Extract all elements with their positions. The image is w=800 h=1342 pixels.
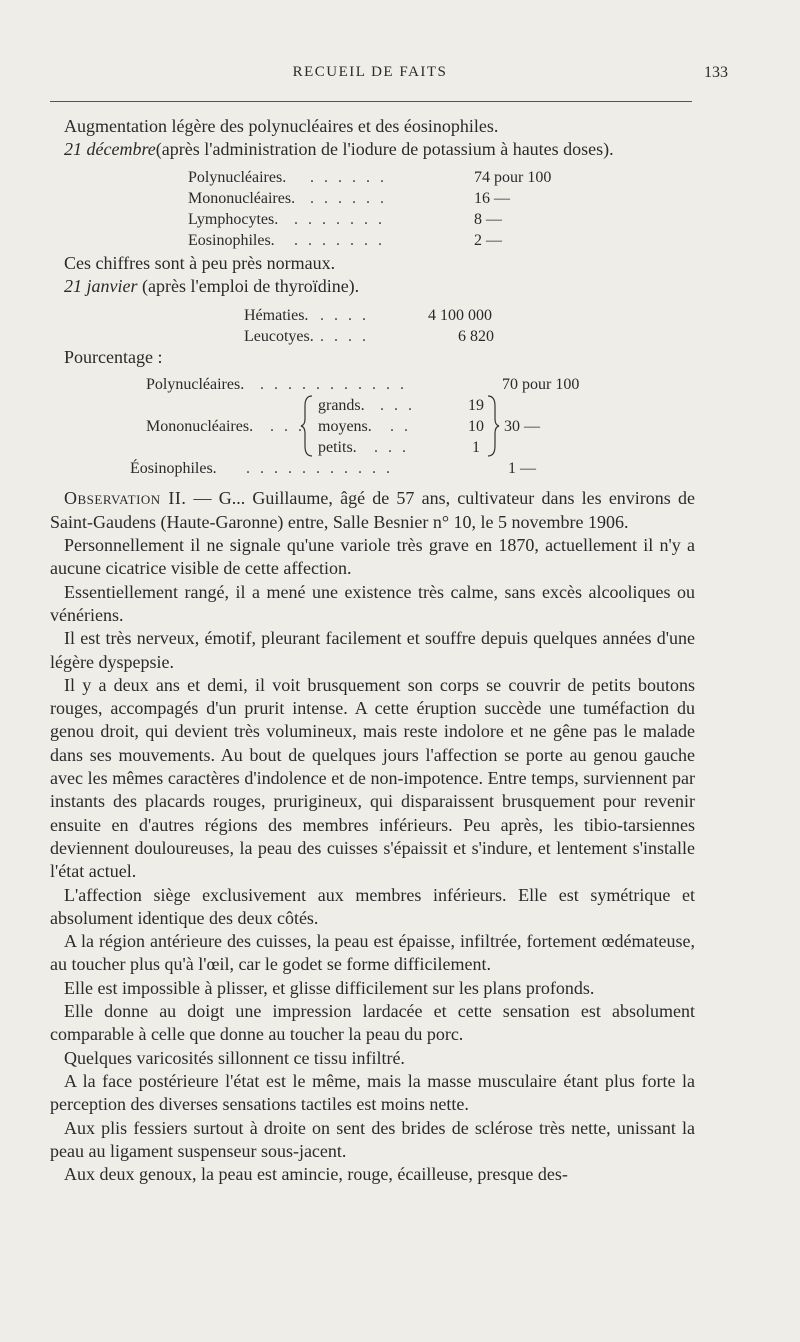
date-text: 21 janvier <box>64 275 138 296</box>
percentage-table <box>50 373 695 479</box>
table-dots: . . . . . . . . . . . <box>246 460 393 478</box>
right-brace-icon <box>486 394 500 458</box>
table-label: Eosinophiles. <box>188 231 275 249</box>
table-value: 4 100 000 <box>428 307 492 325</box>
paragraph: Il y a deux ans et demi, il voit brusquement son corps se couvrir de petits boutons rouges, accompagés d'un prurit intense. A cette éruption succède une tuméfaction du genou droit, qui devient très volumineux, mais reste indolore et ne gêne pas le malade dans ses mouvements. Au bout de quelques jours l'affection se porte au genou gauche avec les mêmes caractères d'indolence et de non-impotence. Entre temps, surviennent par instants des placards rouges, prurigineux, qui disparaissent brusquement pour revenir ensuite en d'autres régions des membres inférieurs. Peu après, les tibio-tarsiennes deviennent douloureuses, la peau des cuisses s'épaissit et s'indure, et lentement s'installe l'état actuel. <box>50 674 695 882</box>
table-label: Polynucléaires. <box>188 168 287 186</box>
table-label: Mononucléaires. <box>188 189 296 207</box>
table-sublabel: grands. <box>318 397 365 415</box>
table-dots: . . . <box>380 397 415 415</box>
table-row <box>50 187 695 208</box>
table-dots: . . <box>390 418 411 436</box>
table-value: 8 — <box>474 210 502 228</box>
paragraph: A la face postérieure l'état est le même, mais la masse musculaire étant plus forte la perception des diverses sensations tactiles est moins nette. <box>50 1070 695 1115</box>
paragraph: Quelques varicosités sillonnent ce tissu infiltré. <box>64 1047 405 1068</box>
table-sublabel: petits. <box>318 439 357 457</box>
observation-title: Observation II. <box>64 488 187 509</box>
table-dots: . . . . <box>320 328 369 346</box>
date-text: 21 décembre <box>64 139 156 160</box>
table-row <box>50 394 695 415</box>
table-value: 19 <box>468 397 484 415</box>
table-dots: . . . <box>270 418 305 436</box>
table-dots: . . . . . . <box>310 168 387 186</box>
paragraph: A la région antérieure des cuisses, la peau est épaisse, infiltrée, fortement œdémateuse, au toucher plus qu'à l'œil, car le godet se forme difficilement. <box>50 931 695 975</box>
observation-text: — G... Guillaume, âgé de 57 ans, cultivateur dans les environs de Saint-Gaudens (Haute-Garonne) entre, Salle Besnier n° 10, le 5 novembre 1906. <box>50 488 695 532</box>
running-title: RECUEIL DE FAITS <box>292 64 448 80</box>
paragraph: Essentiellement rangé, il a mené une existence très calme, sans excès alcooliques ou vénériens. <box>50 581 695 625</box>
table-value: 1 <box>472 439 480 457</box>
paragraph-date <box>50 275 695 298</box>
paragraph-date <box>50 138 695 161</box>
table-label: Polynucléaires. <box>146 376 245 394</box>
table-sublabel: moyens. <box>318 418 372 436</box>
table-label: Leucotyes. <box>244 328 314 346</box>
table-label: Éosinophiles. <box>130 460 217 478</box>
paragraph: Elle est impossible à plisser, et glisse difficilement sur les plans profonds. <box>64 977 595 998</box>
page-header <box>50 64 728 88</box>
table-label: Mononucléaires. <box>146 418 254 436</box>
paragraph: L'affection siège exclusivement aux membres inférieurs. Elle est symétrique et absolument identique des deux côtés. <box>50 884 695 928</box>
paragraph: Elle donne au doigt une impression lardacée et cette sensation est absolument comparable à celle que donne au toucher la peau du porc. <box>50 1001 695 1045</box>
paragraph-text: (après l'emploi de thyroïdine). <box>142 275 360 296</box>
table-value: 74 pour 100 <box>474 168 552 186</box>
body-text <box>50 115 695 1186</box>
paragraph: Aux deux genoux, la peau est amincie, rouge, écailleuse, presque des- <box>64 1164 568 1185</box>
table-label: Lymphocytes. <box>188 210 279 228</box>
left-brace-icon <box>300 394 314 458</box>
table-row <box>50 166 695 187</box>
paragraph: Pourcentage : <box>64 347 163 368</box>
table-value: 70 pour 100 <box>502 376 580 394</box>
table-value: 6 820 <box>458 328 494 346</box>
table-dots: . . . . . . <box>310 189 387 207</box>
paragraph: Ces chiffres sont à peu près normaux. <box>64 252 336 273</box>
page-number: 133 <box>704 64 728 81</box>
table-value: 2 — <box>474 231 502 249</box>
table-dots: . . . . . . . . . . . <box>260 376 407 394</box>
table-row <box>50 436 695 457</box>
table-row <box>50 415 695 436</box>
paragraph: Aux plis fessiers surtout à droite on sent des brides de sclérose très nette, unissant la peau au ligament suspenseur sous-jacent. <box>50 1117 695 1161</box>
blood-count-table <box>50 166 695 252</box>
blood-cell-table <box>50 304 695 346</box>
table-value: 10 <box>468 418 484 436</box>
header-rule <box>50 101 692 102</box>
paragraph: Personnellement il ne signale qu'une variole très grave en 1870, actuellement il n'y a aucune cicatrice visible de cette affection. <box>50 535 695 579</box>
table-label: Hématies. <box>244 307 309 325</box>
table-row <box>50 373 695 394</box>
table-row <box>50 304 695 325</box>
table-dots: . . . . . . . <box>294 210 385 228</box>
table-value: 30 — <box>504 418 540 436</box>
table-value: 1 — <box>508 460 536 478</box>
table-value: 16 — <box>474 189 510 207</box>
paragraph: Augmentation légère des polynucléaires et des éosinophiles. <box>64 116 499 136</box>
table-dots: . . . . <box>320 307 369 325</box>
table-dots: . . . . . . . <box>294 231 385 249</box>
observation-paragraphs <box>50 534 695 1186</box>
table-row <box>50 457 695 478</box>
table-row <box>50 208 695 229</box>
table-row <box>50 325 695 346</box>
table-row <box>50 229 695 250</box>
paragraph: Il est très nerveux, émotif, pleurant facilement et souffre depuis quelques années d'une légère dyspepsie. <box>50 628 695 672</box>
paragraph-text: (après l'administration de l'iodure de potassium à hautes doses). <box>155 139 614 160</box>
table-dots: . . . <box>374 439 409 457</box>
observation-heading <box>50 487 695 534</box>
